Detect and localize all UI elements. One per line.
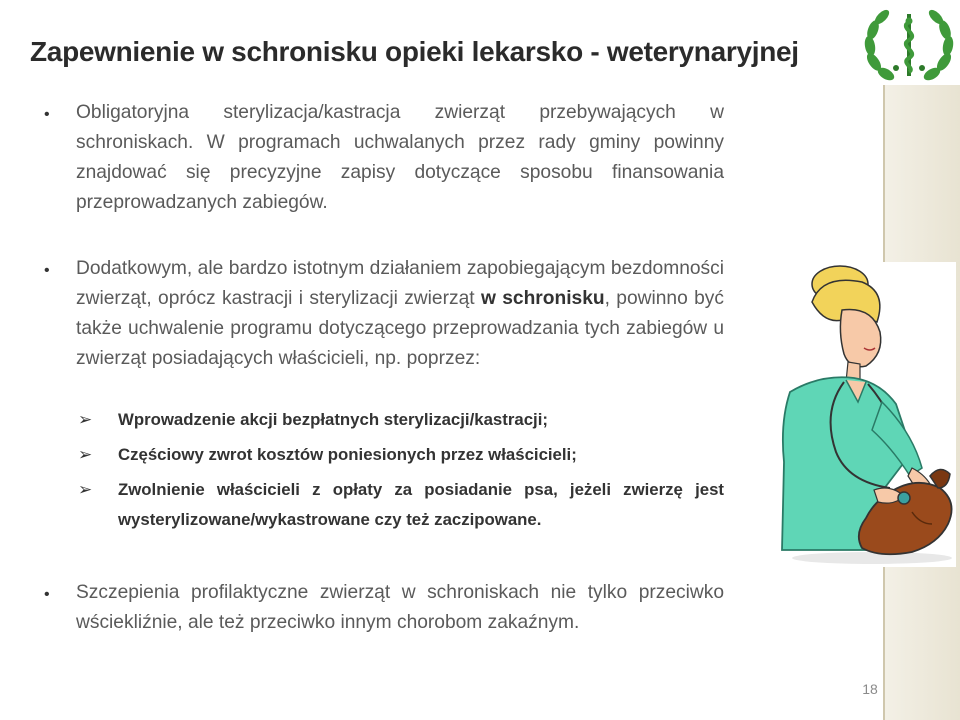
bullet-2-text-bold: w schronisku — [480, 288, 605, 309]
page-number: 18 — [862, 681, 878, 697]
bullet-3-text: Szczepienia profilaktyczne zwierząt w schroniskach nie tylko przeciwko wściekliźnie, ale też przeciwko innym chorobom zakaźnym. — [76, 582, 724, 633]
bullet-1-text: Obligatoryjna sterylizacja/kastracja zwierząt przebywających w schroniskach. W programach uchwalanych przez rady gminy powinny znajdować się precyzyjne zapisy dotyczące sposobu finansowania przeprowadzanych zabiegów. — [76, 102, 724, 213]
bullet-dot-icon: • — [44, 262, 50, 279]
vet-illustration — [762, 262, 956, 567]
arrow-bullet-icon: ➢ — [78, 410, 93, 429]
subitem-3: Zwolnienie właścicieli z opłaty za posiadanie psa, jeżeli zwierzę jest wysterylizowane/wykastrowane czy też zaczipowane. — [118, 480, 724, 529]
bullet-2-text — [76, 254, 724, 374]
bullet-2-text-start: Dodatkowym, ale bardzo istotnym działaniem zapobiegającym bezdomności zwierząt, oprócz kastracji i sterylizacji zwierząt — [76, 258, 724, 309]
arrow-bullet-icon: ➢ — [78, 445, 93, 464]
vet-nurse-with-dog-icon — [762, 262, 956, 567]
arrow-bullet-icon: ➢ — [78, 480, 93, 499]
veterinary-logo-icon — [860, 2, 958, 88]
slide-title: Zapewnienie w schronisku opieki lekarsko - weterynaryjnej — [30, 36, 799, 67]
bullet-dot-icon: • — [44, 106, 50, 123]
subitem-2: Częściowy zwrot kosztów poniesionych przez właścicieli; — [118, 445, 577, 464]
subitem-1: Wprowadzenie akcji bezpłatnych sterylizacji/kastracji; — [118, 410, 548, 429]
bullet-dot-icon: • — [44, 586, 50, 603]
bullet-2-text-end: , powinno być także uchwalenie programu dotyczącego przeprowadzania tych zabiegów u zwierząt posiadających właścicieli, np. poprzez: — [76, 288, 724, 369]
